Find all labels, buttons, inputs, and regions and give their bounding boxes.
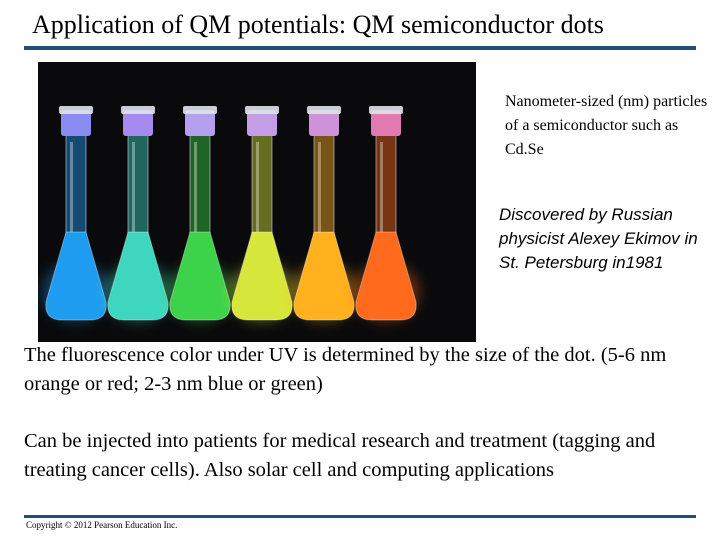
slide-title: Application of QM potentials: QM semiconductor dots xyxy=(32,10,604,39)
side-note: Nanometer-sized (nm) particles of a semiconductor such as Cd.Se xyxy=(505,93,708,158)
applications-paragraph: Can be injected into patients for medical research and treatment (tagging and treating cancer cells). Also solar cell and computing applications xyxy=(24,430,656,481)
fluorescence-paragraph: The fluorescence color under UV is determined by the size of the dot. (5-6 nm orange or red; 2-3 nm blue or green) xyxy=(24,344,667,395)
title-underline xyxy=(24,46,696,50)
vial-2 xyxy=(104,106,172,322)
quantum-dot-vials-photo xyxy=(38,62,476,342)
vials-illustration xyxy=(38,62,476,342)
vial-5 xyxy=(290,106,358,322)
vial-3 xyxy=(166,106,234,322)
vial-1 xyxy=(42,106,110,322)
footer-rule xyxy=(24,515,696,518)
discovery-note: Discovered by Russian physicist Alexey Ekimov in St. Petersburg in1981 xyxy=(499,205,698,272)
vial-4 xyxy=(228,106,296,322)
vial-6 xyxy=(352,106,420,322)
copyright-text: Copyright © 2012 Pearson Education Inc. xyxy=(26,520,178,530)
